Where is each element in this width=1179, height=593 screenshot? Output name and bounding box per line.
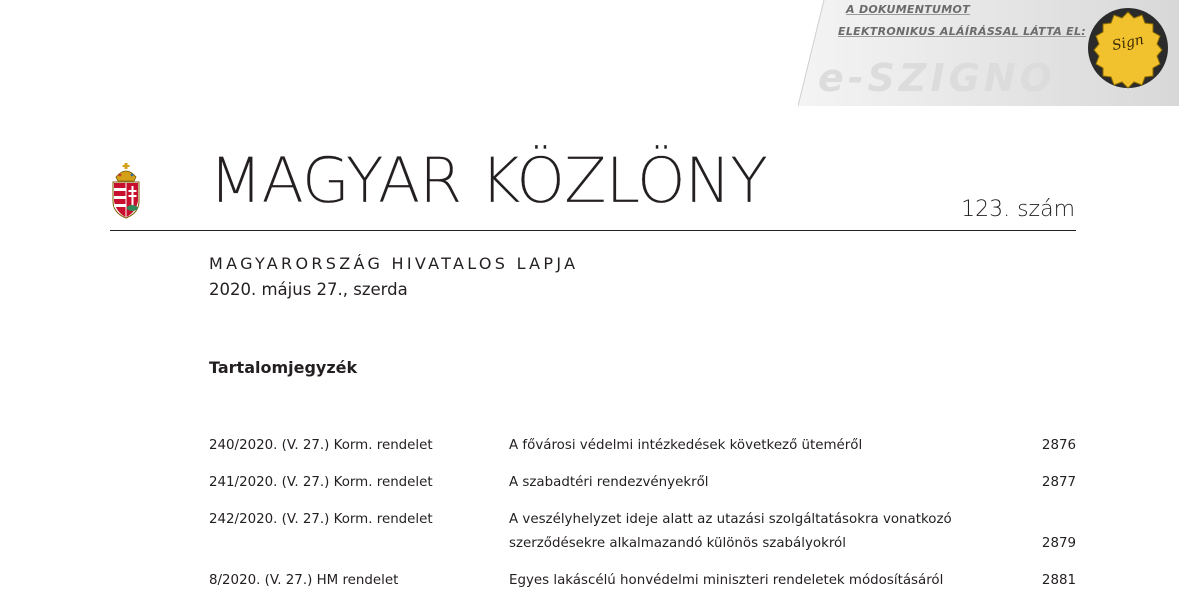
toc-entry-description: Egyes lakáscélú honvédelmi miniszteri rendeletek módosításáról: [509, 573, 944, 588]
toc-entry-description: A fővárosi védelmi intézkedések következő üteméről: [509, 438, 863, 453]
toc-entry[interactable]: [209, 508, 1076, 556]
toc-entry-page: 2881: [1041, 573, 1076, 588]
toc-entry-description: A veszélyhelyzet ideje alatt az utazási szolgáltatásokra vonatkozó szerződésekre alkalmazandó különös szabályokról: [509, 512, 952, 551]
seal-signature: Sign: [1110, 31, 1146, 55]
toc-entry[interactable]: [209, 434, 1076, 458]
stamp-text-line2: ELEKTRONIKUS ALÁÍRÁSSAL LÁTTA EL:: [838, 25, 1086, 38]
publication-subtitle: MAGYARORSZÁG HIVATALOS LAPJA: [209, 254, 579, 273]
header-rule: [110, 230, 1076, 231]
toc-entry-reference: 240/2020. (V. 27.) Korm. rendelet: [209, 438, 433, 453]
e-signature-stamp: [798, 0, 1179, 106]
toc-entry-page: 2876: [1041, 438, 1076, 453]
issue-number: 123. szám: [961, 197, 1075, 222]
toc-entry-page: 2879: [1041, 536, 1076, 551]
toc-entry-reference: 8/2020. (V. 27.) HM rendelet: [209, 573, 399, 588]
masthead-title: MAGYAR KÖZLÖNY: [209, 144, 767, 217]
toc-entry[interactable]: [209, 471, 1076, 495]
toc-entry-reference: 241/2020. (V. 27.) Korm. rendelet: [209, 475, 433, 490]
coat-of-arms-icon: [110, 163, 142, 219]
toc-entry-page: 2877: [1041, 475, 1076, 490]
table-of-contents: [209, 434, 1076, 593]
stamp-watermark: e-SZIGNO: [818, 56, 1056, 100]
toc-entry-description: A szabadtéri rendezvényekről: [509, 475, 709, 490]
toc-heading: Tartalomjegyzék: [209, 358, 358, 377]
stamp-text-line1: A DOKUMENTUMOT: [846, 3, 970, 16]
toc-entry-reference: 242/2020. (V. 27.) Korm. rendelet: [209, 512, 433, 527]
publication-date: 2020. május 27., szerda: [209, 280, 408, 299]
toc-entry[interactable]: [209, 569, 1076, 593]
